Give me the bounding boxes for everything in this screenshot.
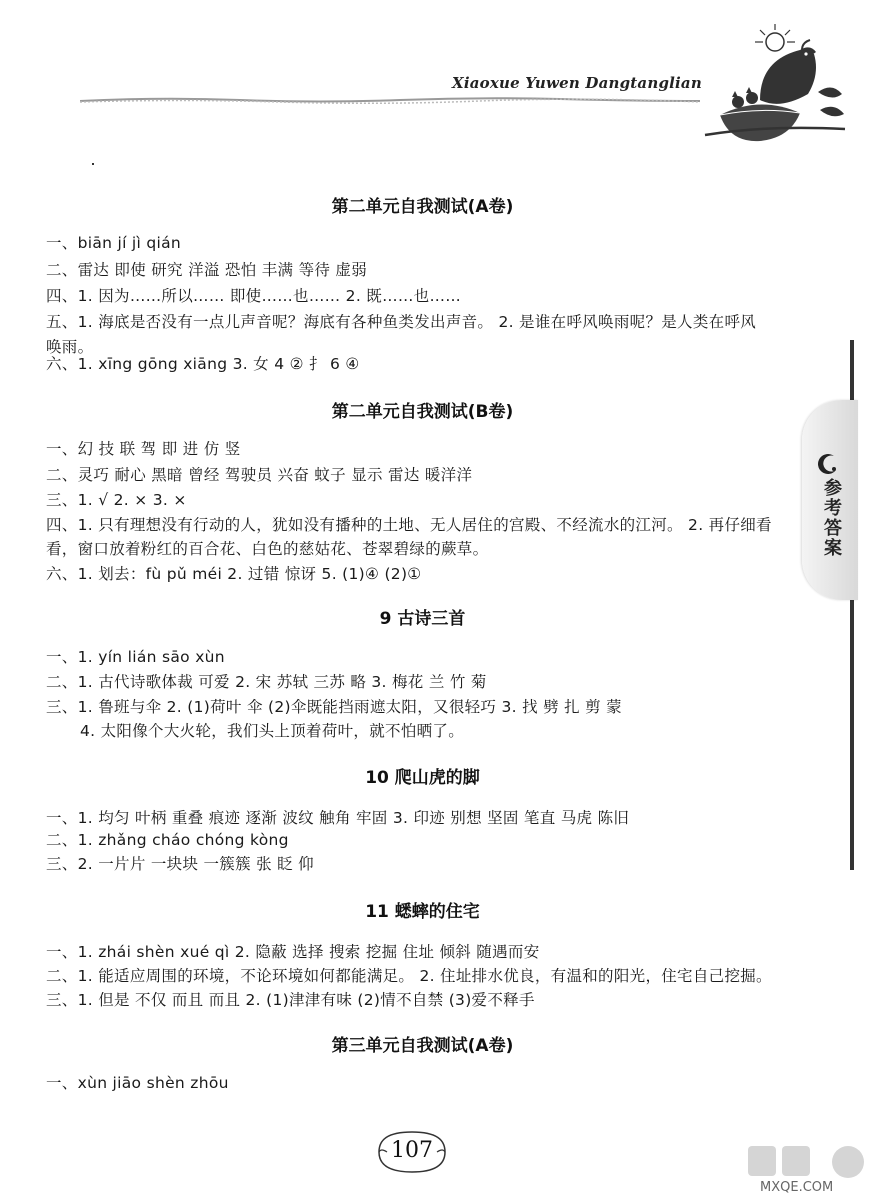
header-title: Xiaoxue Yuwen Dangtanglian [452,74,702,92]
answer-line: 三、1. √ 2. × 3. × [46,491,187,509]
answer-line: 一、1. 均匀 叶柄 重叠 痕迹 逐渐 波纹 触角 牢固 3. 印迹 别想 坚固 笔直 马虎 陈旧 [46,809,630,827]
answer-line: 三、1. 但是 不仅 而且 而且 2. (1)津津有味 (2)情不自禁 (3)爱不释手 [46,991,535,1009]
answer-line: 4. 太阳像个大火轮，我们头上顶着荷叶，就不怕晒了。 [80,722,465,740]
section-title-unit2-a: 第二单元自我测试(A卷) [331,197,514,217]
answer-line: 二、1. zhǎng cháo chóng kòng [46,831,289,849]
answer-line: 六、1. xīng gōng xiāng 3. 女 4 ② 扌 6 ④ [46,355,360,373]
section-title-unit3-a: 第三单元自我测试(A卷) [331,1036,514,1056]
answer-line: 二、1. 能适应周围的环境，不论环境如何都能满足。 2. 住址排水优良，有温和的阳光，住宅自己挖掘。 [46,967,772,985]
answer-line: 一、biān jí jì qián [46,234,182,252]
page-number: 107 [391,1138,433,1163]
answer-line: 二、1. 古代诗歌体裁 可爱 2. 宋 苏轼 三苏 略 3. 梅花 兰 竹 菊 [46,673,487,691]
answer-line: 一、1. yín lián sāo xùn [46,648,225,666]
side-tab-label: 参考答案 [821,478,842,558]
bird-nest-illustration-icon [700,20,850,160]
section-title-lesson9: 9 古诗三首 [379,609,466,629]
watermark-text: MXQE.COM [760,1180,834,1195]
answer-line: 看，窗口放着粉红的百合花、白色的慈姑花、苍翠碧绿的蕨草。 [46,540,489,558]
section-title-lesson11: 11 蟋蟀的住宅 [365,902,480,922]
answer-line: 五、1. 海底是否没有一点儿声音呢？海底有各种鱼类发出声音。 2. 是谁在呼风唤雨呢？是人类在呼风 [46,313,757,331]
header-decorative-rule [80,96,700,104]
crescent-star-icon [816,452,840,476]
answer-line: 四、1. 只有理想没有行动的人，犹如没有播种的土地、无人居住的宫殿、不经流水的江河。 2. 再仔细看 [46,516,772,534]
answer-line: 一、xùn jiāo shèn zhōu [46,1074,229,1092]
answer-line: 二、雷达 即使 研究 洋溢 恐怕 丰满 等待 虚弱 [46,261,367,279]
stray-dot [92,163,94,165]
answer-line: 三、2. 一片片 一块块 一簇簇 张 眨 仰 [46,855,314,873]
section-title-unit2-b: 第二单元自我测试(B卷) [331,402,514,422]
answer-line: 六、1. 划去：fù pǔ méi 2. 过错 惊讶 5. (1)④ (2)① [46,565,422,583]
page-number-badge [377,1130,447,1174]
answer-line: 四、1. 因为……所以…… 即使……也…… 2. 既……也…… [46,287,462,305]
answer-line: 一、1. zhái shèn xué qì 2. 隐蔽 选择 搜索 挖掘 住址 倾斜 随遇而安 [46,943,540,961]
section-title-lesson10: 10 爬山虎的脚 [365,768,480,788]
answer-line: 一、幻 技 联 驾 即 进 仿 竖 [46,440,241,458]
answer-line: 三、1. 鲁班与伞 2. (1)荷叶 伞 (2)伞既能挡雨遮太阳，又很轻巧 3. 找 劈 扎 剪 蒙 [46,698,622,716]
answer-line: 唤雨。 [46,338,94,356]
answer-line: 二、灵巧 耐心 黑暗 曾经 驾驶员 兴奋 蚊子 显示 雷达 暖洋洋 [46,466,473,484]
